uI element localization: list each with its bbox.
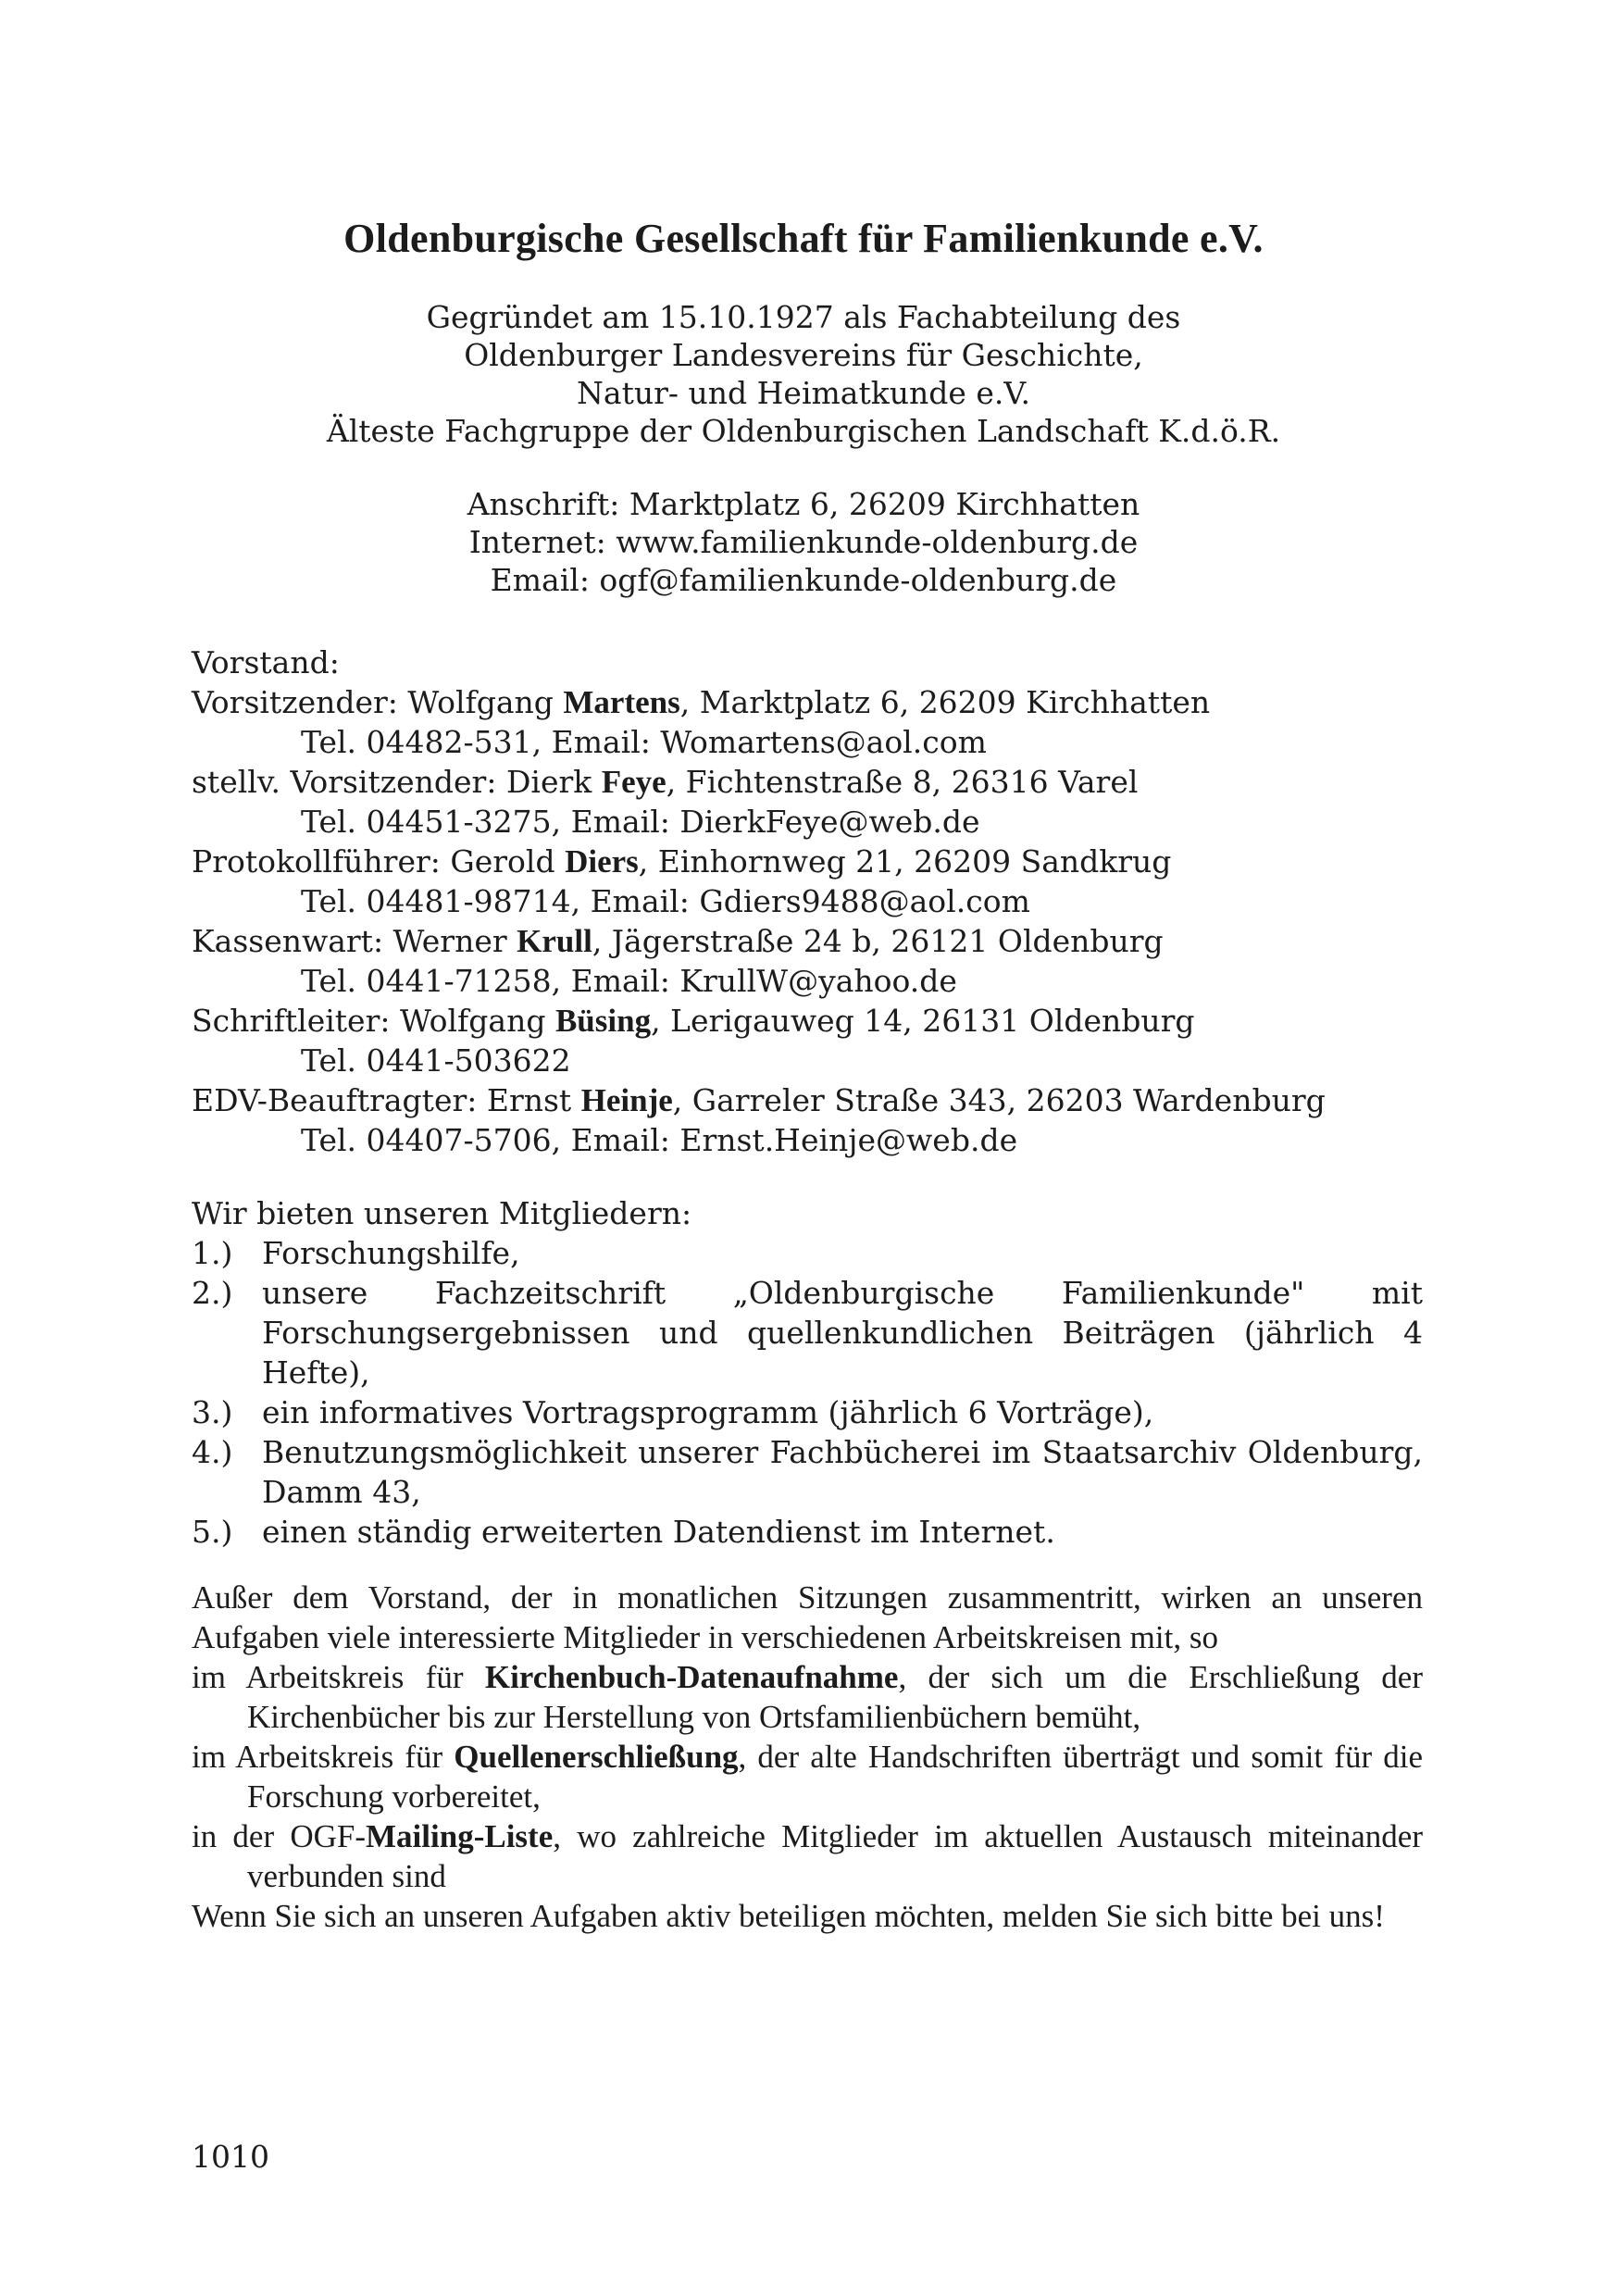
founding-info [0,298,1607,450]
officer-address: , Fichtenstraße 8, 26316 Varel [666,764,1139,800]
officer-contact: Tel. 04451-3275, Email: DierkFeye@web.de [301,804,980,840]
offering-number: 3.) [192,1394,233,1430]
officer-surname: Krull [517,923,592,959]
officer-address: , Einhornweg 21, 26209 Sandkrug [638,843,1172,880]
founding-line: Oldenburger Landesvereins für Geschichte, [464,337,1143,373]
officer-surname: Heinje [580,1082,673,1118]
offering-number: 1.) [192,1235,233,1271]
offerings-heading: Wir bieten unseren Mitgliedern: [192,1195,692,1231]
officer-surname: Martens [563,684,680,720]
email-line: Email: ogf@familienkunde-oldenburg.de [490,562,1117,598]
activity-prefix: im Arbeitskreis für [192,1739,455,1775]
officer-line [192,762,1423,802]
activity-item [192,1816,1423,1896]
offerings-section [192,1193,1423,1552]
officer-address: , Garreler Straße 343, 26203 Wardenburg [672,1082,1326,1118]
officer-role: stellv. Vorsitzender: Dierk [192,764,602,800]
address-line: Anschrift: Marktplatz 6, 26209 Kirchhatten [467,486,1140,522]
officer-role: Protokollführer: Gerold [192,843,566,880]
officer-role: EDV-Beauftragter: Ernst [192,1082,581,1118]
activity-prefix: in der OGF- [192,1818,367,1854]
officer-surname: Feye [601,764,666,800]
offering-item [192,1512,1423,1552]
offering-number: 4.) [192,1434,233,1470]
officer-line [192,682,1423,722]
officer-contact: Tel. 0441-503622 [301,1042,571,1079]
board-heading: Vorstand: [192,644,340,680]
internet-line: Internet: www.familienkunde-oldenburg.de [468,524,1139,560]
activity-name: Kirchenbuch-Datenaufnahme [484,1659,899,1695]
offering-item [192,1392,1423,1432]
officer-contact: Tel. 0441-71258, Email: KrullW@yahoo.de [301,963,957,999]
page-title: Oldenburgische Gesellschaft für Familienkunde e.V. [343,216,1264,261]
officer-line [192,921,1423,961]
contact-info [0,485,1607,599]
officer-line [192,1080,1423,1120]
offering-item [192,1233,1423,1273]
offering-item [192,1432,1423,1512]
main-content [192,643,1423,1936]
offering-item [192,1273,1423,1392]
activity-prefix: im Arbeitskreis für [192,1659,485,1695]
officer-address: , Jägerstraße 24 b, 26121 Oldenburg [592,923,1164,959]
activity-description: , der alte Handschriften überträgt und somit für die Forschung vorbereitet, [247,1739,1423,1815]
founding-line: Natur- und Heimatkunde e.V. [577,375,1030,411]
activity-description: , der sich um die Erschließung der Kirchenbücher bis zur Herstellung von Ortsfamilienbüchern bemüht, [247,1659,1423,1735]
activity-description: , wo zahlreiche Mitglieder im aktuellen Austausch miteinander verbunden sind [247,1818,1423,1894]
offering-text: unsere Fachzeitschrift „Oldenburgische Familienkunde" mit Forschungsergebnissen und quellenkundlichen Beiträgen (jährlich 4 Hefte), [262,1275,1423,1391]
activity-item [192,1657,1423,1737]
officer-contact: Tel. 04407-5706, Email: Ernst.Heinje@web.de [301,1122,1018,1158]
activity-name: Quellenerschließung [454,1739,739,1775]
officer-surname: Diers [565,843,639,880]
closing-invitation: Wenn Sie sich an unseren Aufgaben aktiv beteiligen möchten, melden Sie sich bitte bei uns! [192,1898,1385,1934]
officer-line [192,842,1423,881]
offering-text: einen ständig erweiterten Datendienst im Internet. [262,1514,1055,1550]
activities-section [192,1578,1423,1896]
activity-name: Mailing-Liste [366,1818,554,1854]
officer-surname: Büsing [554,1003,652,1039]
board-section [192,643,1423,1160]
officer-line [192,1001,1423,1041]
officer-contact: Tel. 04482-531, Email: Womartens@aol.com [301,724,987,760]
activity-item [192,1737,1423,1816]
offering-text: Forschungshilfe, [262,1235,520,1271]
founding-line: Älteste Fachgruppe der Oldenburgischen Landschaft K.d.ö.R. [326,413,1281,449]
offering-text: Benutzungsmöglichkeit unserer Fachbücherei im Staatsarchiv Oldenburg, Damm 43, [262,1434,1423,1510]
officer-role: Vorsitzender: Wolfgang [192,684,564,720]
officer-role: Kassenwart: Werner [192,923,517,959]
offering-text: ein informatives Vortragsprogramm (jährlich 6 Vorträge), [262,1394,1154,1430]
offering-number: 5.) [192,1514,233,1550]
offering-number: 2.) [192,1275,233,1311]
officer-address: , Lerigauweg 14, 26131 Oldenburg [651,1003,1195,1039]
activities-intro: Außer dem Vorstand, der in monatlichen Sitzungen zusammentritt, wirken an unseren Aufgaben viele interessierte Mitglieder in verschiedenen Arbeitskreisen mit, so [192,1579,1423,1655]
officer-contact: Tel. 04481-98714, Email: Gdiers9488@aol.com [301,883,1030,919]
founding-line: Gegründet am 15.10.1927 als Fachabteilung des [426,299,1181,335]
page-number: 1010 [192,2139,269,2175]
officer-address: , Marktplatz 6, 26209 Kirchhatten [679,684,1211,720]
officer-role: Schriftleiter: Wolfgang [192,1003,555,1039]
